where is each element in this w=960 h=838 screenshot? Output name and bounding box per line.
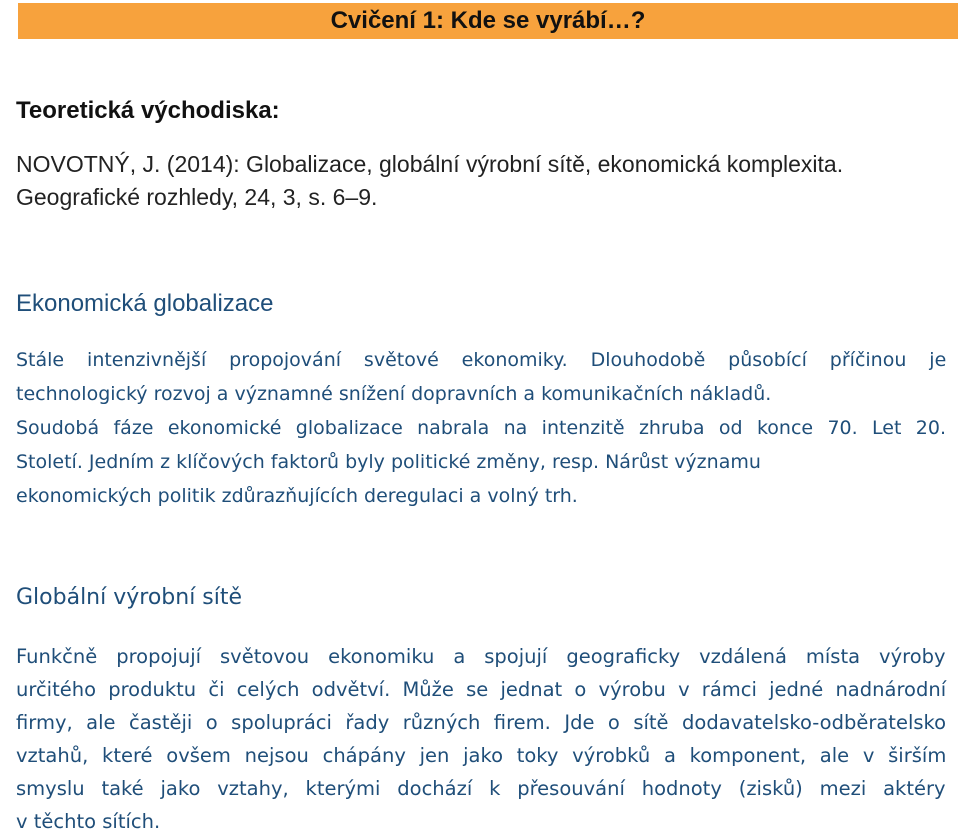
- paragraph-line: vztahů, které ovšem nejsou chápány jen jako toky výrobků a komponent, ale v širším: [16, 744, 947, 767]
- reference-line-1: NOVOTNÝ, J. (2014): Globalizace, globální výrobní sítě, ekonomická komplexita.: [16, 151, 844, 177]
- paragraph-line: technologický rozvoj a významné snížení dopravních a komunikačních nákladů.: [16, 383, 772, 405]
- globalization-paragraph: [16, 343, 946, 513]
- globalization-heading: Ekonomická globalizace: [16, 290, 274, 317]
- paragraph-line: ekonomických politik zdůrazňujících deregulaci a volný trh.: [16, 485, 578, 507]
- paragraph-line: Stále intenzivnější propojování světové ekonomiky. Dlouhodobě působící příčinou je: [16, 349, 947, 371]
- theory-heading: Teoretická východiska:: [16, 97, 280, 124]
- reference-line-2: Geografické rozhledy, 24, 3, s. 6–9.: [16, 184, 378, 210]
- paragraph-line: určitého produktu či celých odvětví. Může se jednat o výrobu v rámci jedné nadnárodní: [16, 678, 947, 701]
- networks-heading: Globální výrobní sítě: [16, 585, 243, 610]
- paragraph-line: Funkčně propojují světovou ekonomiku a spojují geograficky vzdálená místa výroby: [16, 645, 946, 668]
- paragraph-line: Soudobá fáze ekonomické globalizace nabrala na intenzitě zhruba od konce 70. Let 20.: [16, 417, 947, 439]
- document-title: Cvičení 1: Kde se vyrábí…?: [330, 7, 646, 34]
- paragraph-line: Století. Jedním z klíčových faktorů byly politické změny, resp. Nárůst významu: [16, 451, 761, 473]
- title-banner: [18, 3, 958, 39]
- paragraph-line: firmy, ale častěji o spolupráci řady různých firem. Jde o sítě dodavatelsko-odběratelsko: [16, 711, 947, 734]
- paragraph-line: v těchto sítích.: [16, 810, 161, 833]
- paragraph-line: smyslu také jako vztahy, kterými dochází k přesouvání hodnoty (zisků) mezi aktéry: [16, 777, 946, 800]
- networks-paragraph: [16, 640, 946, 838]
